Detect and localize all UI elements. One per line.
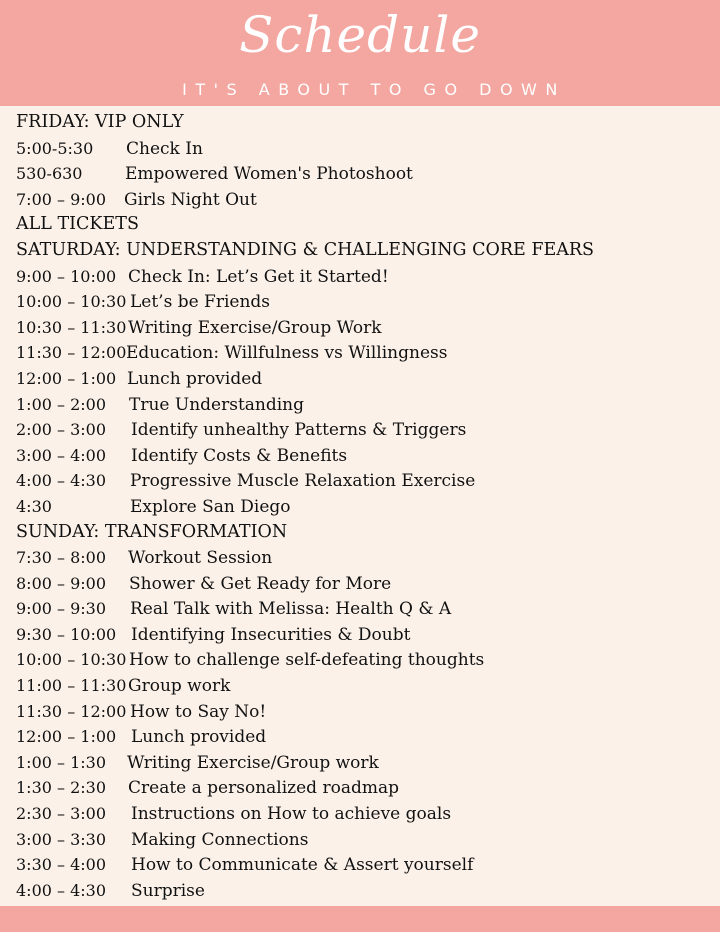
activity-label: Surprise (131, 880, 205, 901)
schedule-item (16, 366, 716, 392)
schedule-list (16, 110, 716, 903)
activity-label: Check In: Let’s Get it Started! (128, 266, 389, 287)
activity-label: Writing Exercise/Group Work (128, 317, 382, 338)
schedule-item (16, 315, 716, 341)
time-slot: 2:30 – 3:00 (16, 804, 107, 824)
activity-label: Group work (128, 676, 231, 697)
schedule-item (16, 443, 716, 469)
activity-label: Let’s be Friends (130, 292, 271, 313)
activity-label: Shower & Get Ready for More (129, 573, 392, 594)
time-slot: 12:00 – 1:00 (16, 368, 117, 388)
time-slot: 10:30 – 11:30 (16, 317, 127, 337)
time-slot: 4:00 – 4:30 (16, 880, 107, 900)
time-slot: 7:30 – 8:00 (16, 548, 107, 568)
time-slot: 12:00 – 1:00 (16, 727, 117, 747)
activity-label: Empowered Women's Photoshoot (125, 164, 413, 185)
activity-label: Girls Night Out (124, 189, 257, 210)
schedule-item (16, 622, 716, 648)
activity-label: Explore San Diego (130, 496, 291, 517)
schedule-item (16, 187, 716, 213)
page-title: Schedule (239, 6, 481, 64)
time-slot: 9:30 – 10:00 (16, 624, 117, 644)
activity-label: Check In (126, 138, 203, 159)
time-slot: 8:00 – 9:00 (16, 573, 107, 593)
activity-label: How to Communicate & Assert yourself (131, 855, 474, 876)
schedule-item (16, 801, 716, 827)
activity-label: Lunch provided (131, 727, 267, 748)
section-heading: FRIDAY: VIP ONLY (16, 112, 184, 132)
activity-label: Progressive Muscle Relaxation Exercise (130, 471, 476, 492)
time-slot: 11:30 – 12:00 (16, 343, 127, 363)
schedule-item (16, 852, 716, 878)
activity-label: Workout Session (128, 548, 273, 569)
time-slot: 1:00 – 1:30 (16, 752, 107, 772)
section-heading: SUNDAY: TRANSFORMATION (16, 521, 288, 542)
schedule-item (16, 392, 716, 418)
schedule-item (16, 494, 716, 520)
section-heading: ALL TICKETS (16, 214, 139, 235)
schedule-item (16, 545, 716, 571)
schedule-item (16, 878, 716, 904)
activity-label: Making Connections (131, 829, 309, 850)
time-slot: 7:00 – 9:00 (16, 189, 107, 209)
activity-label: How to Say No! (130, 701, 267, 722)
header-banner (0, 0, 720, 106)
activity-label: Create a personalized roadmap (128, 778, 399, 799)
activity-label: Lunch provided (127, 368, 263, 389)
activity-label: How to challenge self-defeating thoughts (129, 650, 485, 671)
activity-label: Identify Costs & Benefits (131, 445, 348, 466)
time-slot: 10:00 – 10:30 (16, 292, 127, 312)
page-subtitle: IT'S ABOUT TO GO DOWN (182, 80, 566, 99)
time-slot: 3:00 – 4:00 (16, 445, 107, 465)
schedule-item (16, 750, 716, 776)
schedule-item (16, 289, 716, 315)
time-slot: 11:00 – 11:30 (16, 676, 127, 696)
schedule-item (16, 340, 716, 366)
schedule-item (16, 596, 716, 622)
schedule-item (16, 161, 716, 187)
schedule-item (16, 724, 716, 750)
activity-label: True Understanding (129, 394, 305, 415)
time-slot: 11:30 – 12:00 (16, 701, 127, 721)
schedule-item (16, 699, 716, 725)
schedule-item (16, 673, 716, 699)
schedule-item (16, 647, 716, 673)
footer-band (0, 906, 720, 932)
activity-label: Education: Willfulness vs Willingness (126, 343, 448, 364)
activity-label: Instructions on How to achieve goals (131, 804, 452, 825)
activity-label: Writing Exercise/Group work (127, 752, 379, 773)
time-slot: 9:00 – 10:00 (16, 266, 117, 286)
schedule-item (16, 571, 716, 597)
time-slot: 4:30 (16, 496, 52, 516)
schedule-item (16, 827, 716, 853)
time-slot: 1:00 – 2:00 (16, 394, 107, 414)
activity-label: Identifying Insecurities & Doubt (131, 624, 411, 645)
activity-label: Real Talk with Melissa: Health Q & A (130, 599, 452, 620)
schedule-item (16, 264, 716, 290)
schedule-item (16, 468, 716, 494)
time-slot: 5:00-5:30 (16, 138, 94, 158)
time-slot: 9:00 – 9:30 (16, 599, 107, 619)
schedule-item (16, 417, 716, 443)
time-slot: 10:00 – 10:30 (16, 650, 127, 670)
time-slot: 3:00 – 3:30 (16, 829, 107, 849)
schedule-item (16, 775, 716, 801)
time-slot: 4:00 – 4:30 (16, 471, 107, 491)
activity-label: Identify unhealthy Patterns & Triggers (131, 420, 467, 441)
section-heading: SATURDAY: UNDERSTANDING & CHALLENGING CORE FEARS (16, 239, 595, 260)
time-slot: 530-630 (16, 164, 83, 184)
time-slot: 1:30 – 2:30 (16, 778, 107, 798)
time-slot: 2:00 – 3:00 (16, 420, 107, 440)
schedule-item (16, 136, 716, 162)
time-slot: 3:30 – 4:00 (16, 855, 107, 875)
